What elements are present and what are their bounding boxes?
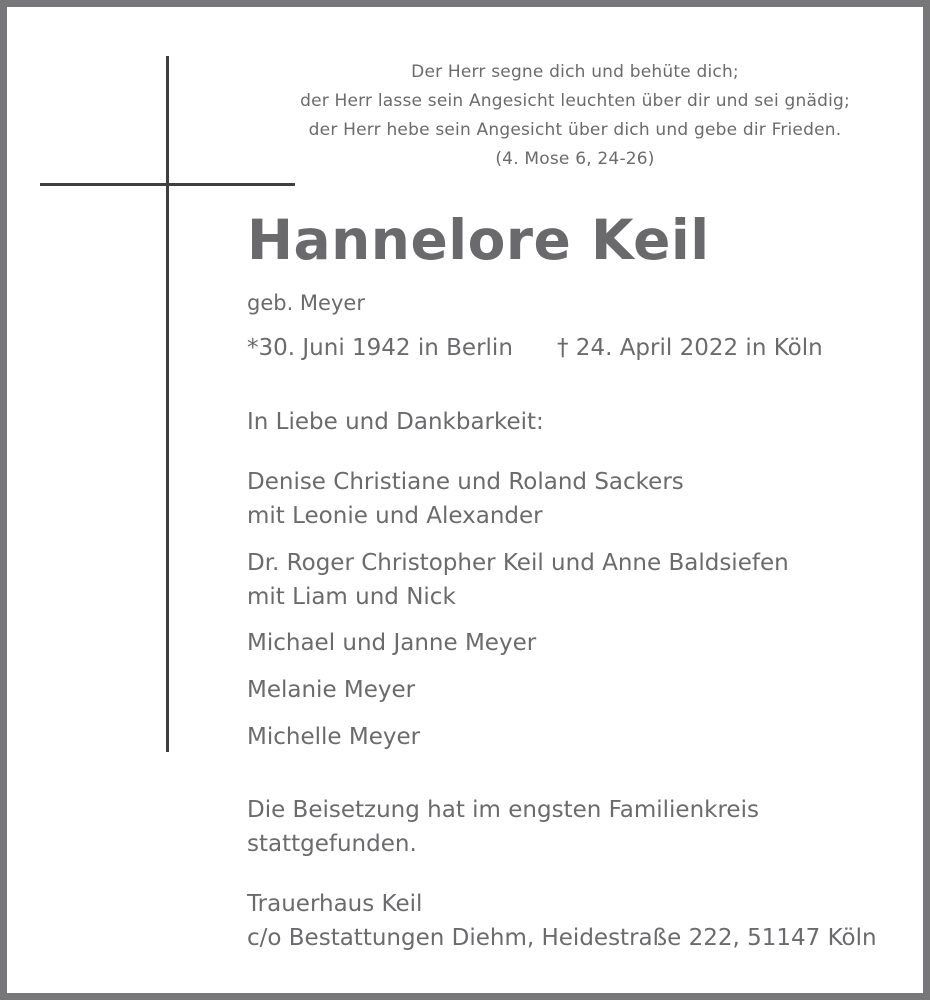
birth-date: *30. Juni 1942 in Berlin	[247, 335, 513, 361]
burial-note: Die Beisetzung hat im engsten Familienkreis	[247, 797, 759, 823]
deceased-name: Hannelore Keil	[247, 208, 710, 272]
cross-icon-vertical-bar	[166, 56, 169, 752]
mourner-line: mit Leonie und Alexander	[247, 503, 543, 529]
mourners-intro: In Liebe und Dankbarkeit:	[247, 409, 544, 435]
mourner-line: Denise Christiane und Roland Sackers	[247, 469, 684, 495]
birth-name: geb. Meyer	[247, 291, 365, 315]
mourner-line: Melanie Meyer	[247, 677, 416, 703]
mourner-line: Michael und Janne Meyer	[247, 630, 537, 656]
cross-icon-horizontal-bar	[40, 183, 295, 186]
contact-line: Trauerhaus Keil	[247, 891, 423, 917]
mourner-line: Michelle Meyer	[247, 724, 421, 750]
mourner-line: Dr. Roger Christopher Keil und Anne Baldsiefen	[247, 550, 789, 576]
bible-verse	[237, 58, 913, 174]
mourner-line: mit Liam und Nick	[247, 584, 456, 610]
contact-address: c/o Bestattungen Diehm, Heidestraße 222, 51147 Köln	[247, 925, 877, 951]
verse-reference: (4. Mose 6, 24-26)	[495, 149, 655, 169]
verse-line: der Herr lasse sein Angesicht leuchten über dir und sei gnädig;	[300, 91, 850, 111]
verse-line: der Herr hebe sein Angesicht über dich und gebe dir Frieden.	[308, 120, 842, 140]
verse-line: Der Herr segne dich und behüte dich;	[411, 62, 739, 82]
death-date: † 24. April 2022 in Köln	[557, 335, 823, 361]
burial-note: stattgefunden.	[247, 831, 417, 857]
obituary-card	[7, 7, 923, 993]
